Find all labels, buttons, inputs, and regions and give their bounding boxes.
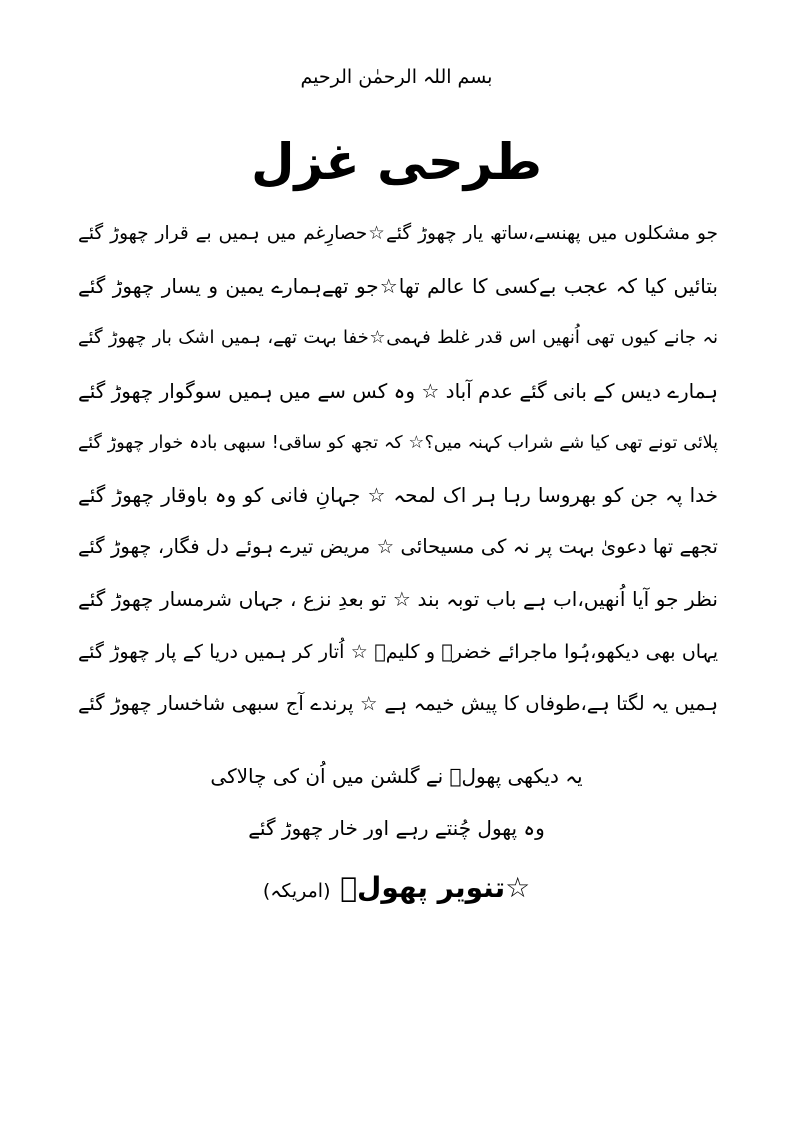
verse-line: نظر جو آیا اُنھیں،اب ہے باب توبہ بند ☆ تو بعدِ نزع ، جہاں شرمسار چھوڑ گئے [78,587,718,612]
verse-line: یہاں بھی دیکھو،ہُوا ماجرائے خضرؑ و کلیمؑ ☆ اُتار کر ہمیں دریا کے پار چھوڑ گئے [78,640,718,663]
verse-line: تجھے تھا دعویٰ بہت پر نہ کی مسیحائی ☆ مریض تیرے ہوئے دل فگار، چھوڑ گئے [78,535,718,559]
maqta-first-line: یہ دیکھی پھولؔ نے گلشن میں اُن کی چالاکی [210,764,583,788]
maqta-second-line: وہ پھول چُنتے رہے اور خار چھوڑ گئے [248,816,545,840]
verse-line: جو مشکلوں میں پھنسے،ساتھ یار چھوڑ گئے☆حصارِغم میں ہمیں بے قرار چھوڑ گئے [78,223,718,244]
poet-signature [0,860,793,919]
verse-line: ہمیں یہ لگتا ہے،طوفاں کا پیش خیمہ ہے ☆ پرندے آج سبھی شاخسار چھوڑ گئے [78,691,718,715]
poet-country: (امریکہ) [262,880,331,902]
verse-line: ہمارے دیس کے بانی گئے عدم آباد ☆ وہ کس سے میں ہمیں سوگوار چھوڑ گئے [78,378,718,403]
bismillah-heading: بسم اللہ الرحمٰن الرحیم [300,66,493,88]
verse-line: خدا پہ جن کو بھروسا رہا ہر اک لمحہ ☆ جہانِ فانی کو وہ باوقار چھوڑ گئے [78,482,718,507]
star-icon: ☆ [505,871,531,904]
verse-line: پلائی تونے تھی کیا شے شراب کہنہ میں؟☆ کہ تجھ کو ساقی! سبھی بادہ خوار چھوڑ گئے [78,432,718,453]
poet-name: تنویر پھولؔ [340,871,506,904]
verse-list [78,208,718,730]
verse-line: بتائیں کیا کہ عجب بےکسی کا عالم تھا☆جو تھےہمارے یمین و یسار چھوڑ گئے [78,274,718,299]
ghazal-title: طرحی غزل [251,133,542,191]
maqta-couplet [0,750,793,854]
verse-line: نہ جانے کیوں تھی اُنھیں اس قدر غلط فہمی☆خفا بہت تھے، ہمیں اشک بار چھوڑ گئے [78,327,718,349]
